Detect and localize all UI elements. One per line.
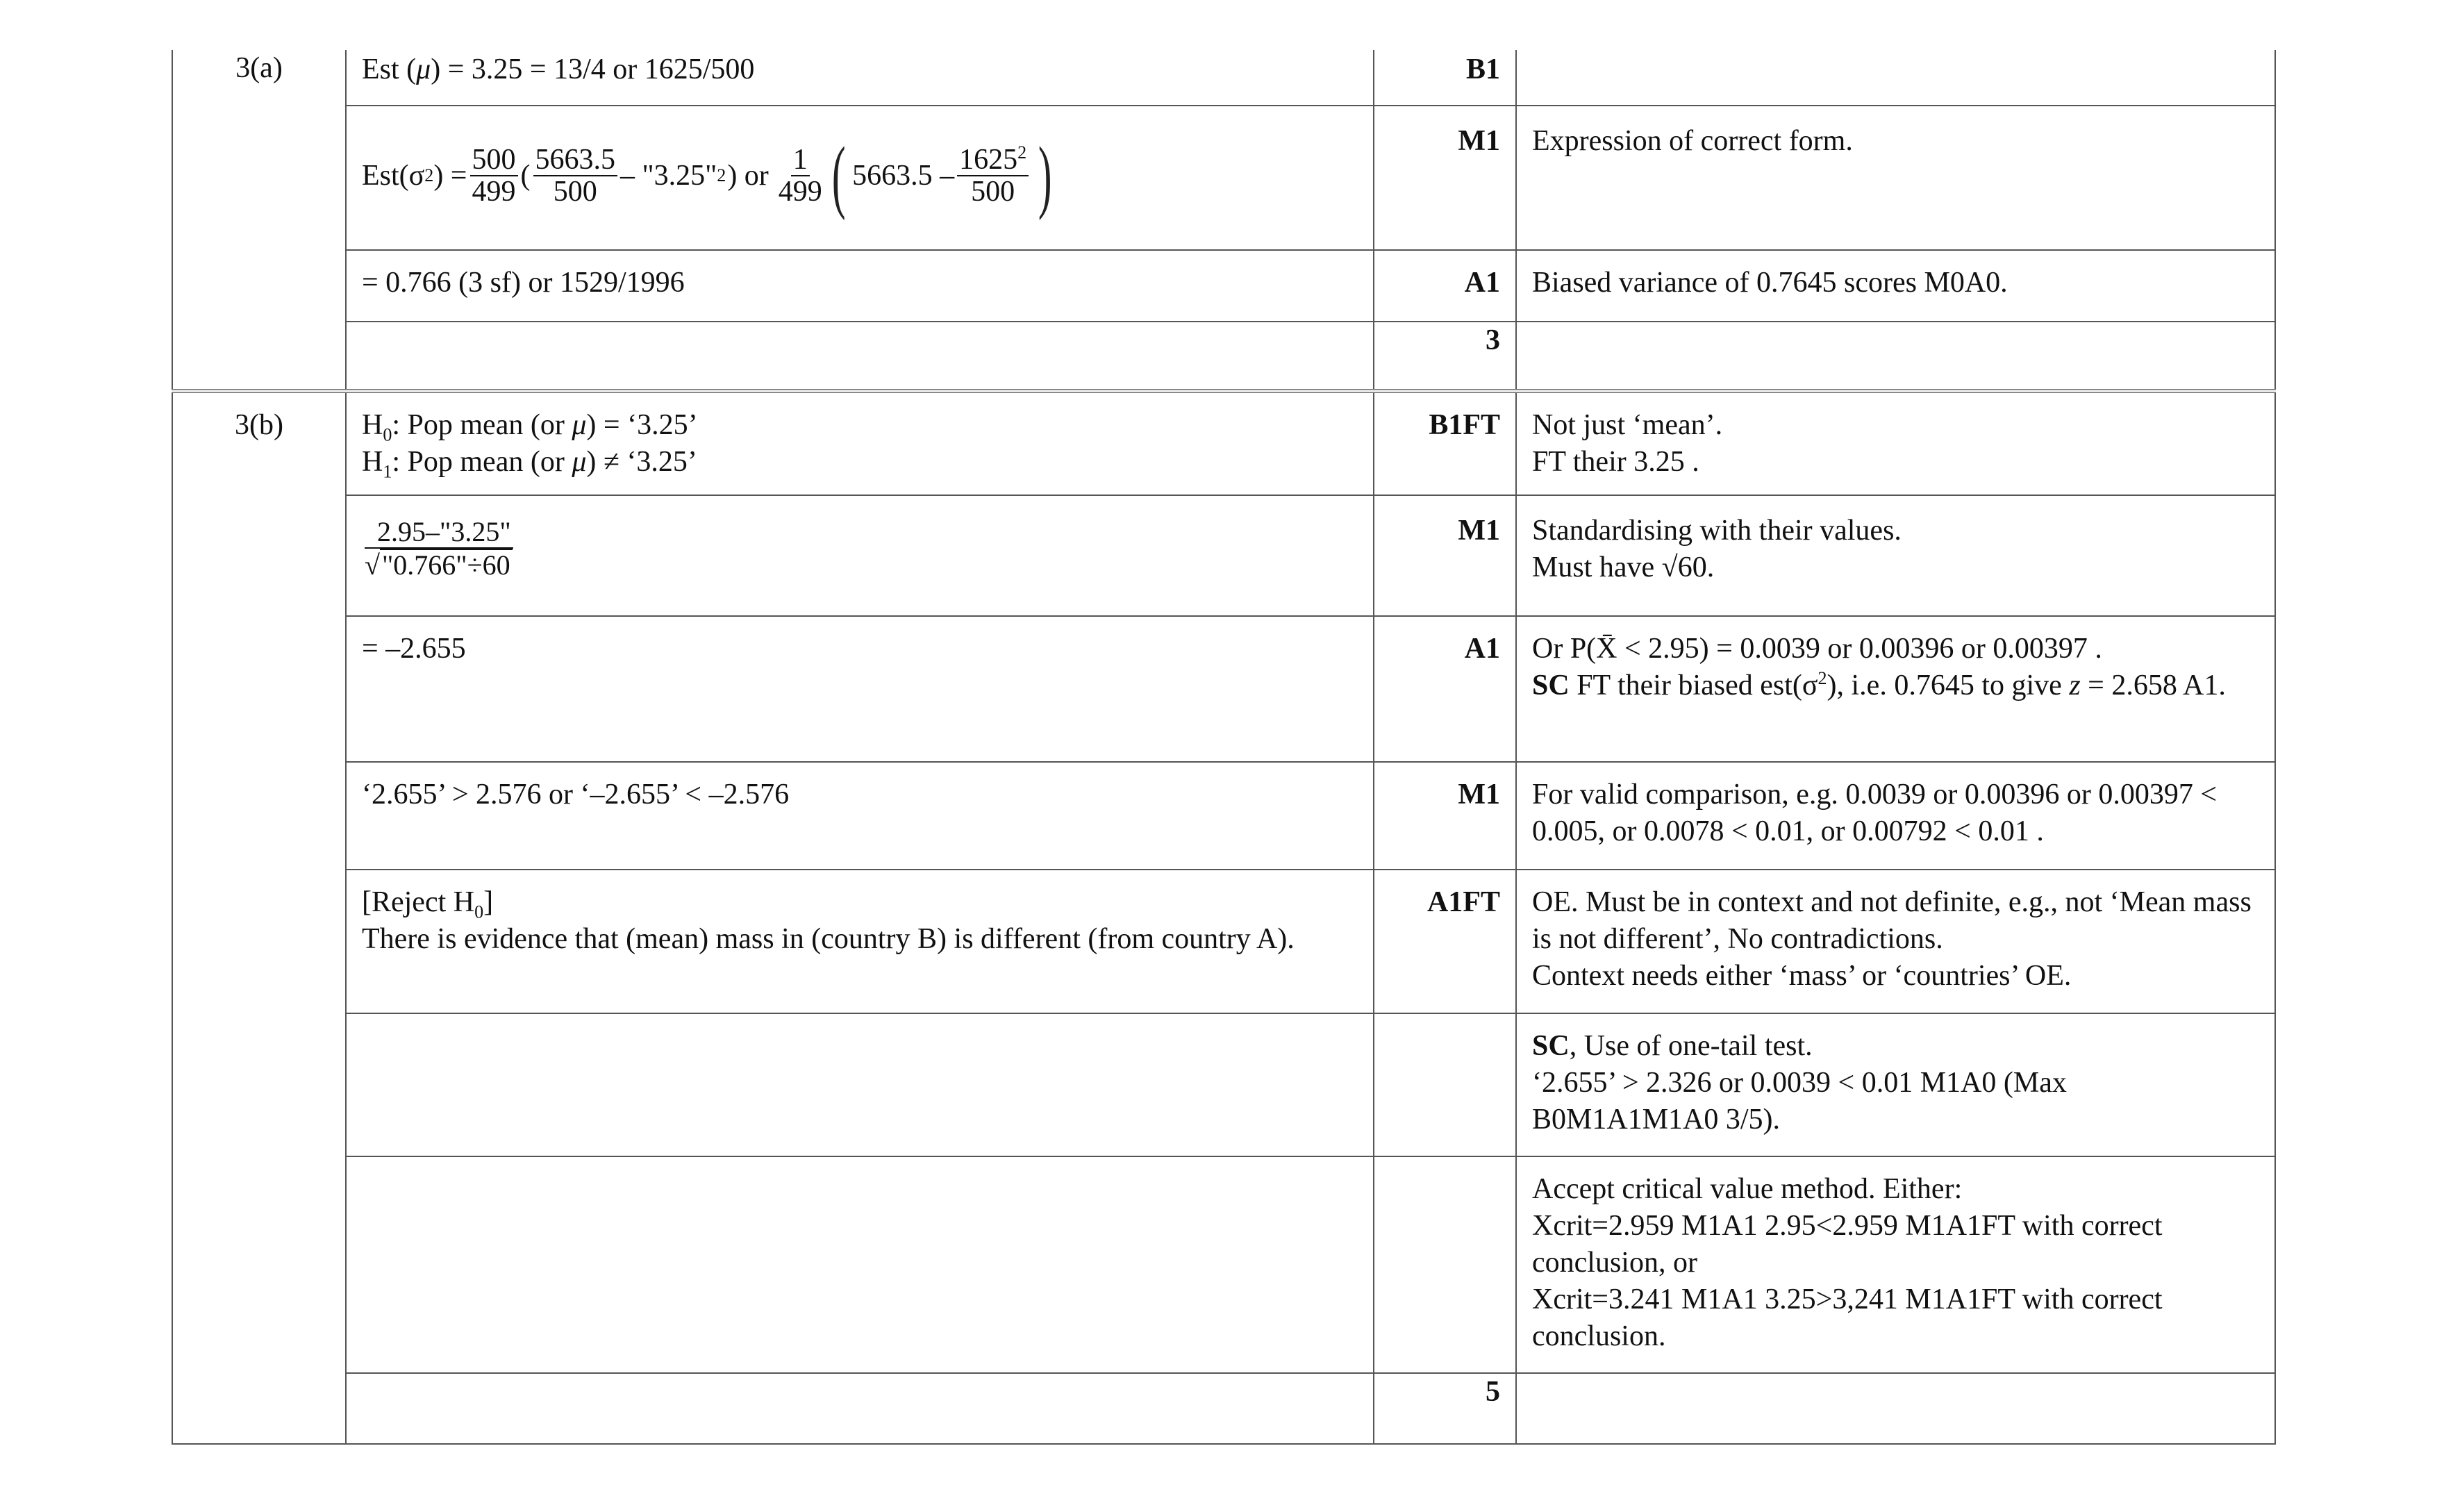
table-row [172,106,2275,250]
mark-cell: A1 [1374,616,1516,762]
table-row [172,616,2275,762]
mark-cell [1374,1013,1516,1156]
guidance-cell [1516,1373,2275,1444]
answer-cell [346,495,1374,616]
total-marks: 3 [1374,322,1516,391]
mark-cell: B1 [1374,50,1516,106]
table-row [172,50,2275,106]
table-row [172,250,2275,322]
table-row [172,495,2275,616]
mark-cell: A1 [1374,250,1516,322]
left-paren: ( [831,130,846,221]
table-row [172,1156,2275,1373]
null-hypothesis: $H_0$: Pop mean (or μ) = ‘3.25’ [362,409,698,445]
mark-cell: M1 [1374,495,1516,616]
table-row [172,322,2275,391]
table-row [172,1013,2275,1156]
answer-cell: = –2.655 [346,616,1374,762]
mark-cell [1374,1156,1516,1373]
mark-cell: A1FT [1374,870,1516,1013]
guidance-cell: Biased variance of 0.7645 scores M0A0. [1516,250,2275,322]
table-row [172,762,2275,870]
question-number: 3(a) [172,50,346,391]
answer-cell: [Reject $H_0$] There is evidence that (mean) mass in (country B) is different (from country A). [346,870,1374,1013]
guidance-cell: Not just ‘mean’. FT their 3.25 . [1516,391,2275,495]
answer-cell: ‘2.655’ > 2.576 or ‘–2.655’ < –2.576 [346,762,1374,870]
table-row [172,391,2275,495]
answer-cell [346,106,1374,250]
z-fraction: $\frac{2.95-"3.25"}{√"0.766"\div 60}$ [365,517,513,581]
alt-hypothesis: $H_1$: Pop mean (or μ) ≠ ‘3.25’ [362,446,697,482]
variance-expression: Est(σ 2 ) = $\frac{500}{499}$ ( $\frac{5663.5}{500}$ – "3.25" 2 ) or $\frac{1}{499}$ ( 5663.5 – $\frac{1625^2}{500}$ ) [362,130,1052,221]
guidance-cell: Accept critical value method. Either: Xcrit=2.959 M1A1 2.95<2.959 M1A1FT with correct conclusion, or Xcrit=3.241 M1A1 3.25>3,241 M1A1FT with correct conclusion. [1516,1156,2275,1373]
guidance-cell [1516,322,2275,391]
guidance-cell: Or P(X̄ < 2.95) = 0.0039 or 0.00396 or 0.00397 . SC FT their biased $est(\sigma^2)$, i.e. 0.7645 to give z = 2.658 A1. [1516,616,2275,762]
guidance-cell: Expression of correct form. [1516,106,2275,250]
guidance-cell: Standardising with their values. Must have √60. [1516,495,2275,616]
fraction: $\frac{1625^2}{500}$ [957,144,1029,207]
fraction: $\frac{5663.5}{500}$ [533,144,618,207]
guidance-cell [1516,50,2275,106]
answer-cell [346,1156,1374,1373]
mark-cell: M1 [1374,762,1516,870]
question-number: 3(b) [172,391,346,1444]
table-row [172,1373,2275,1444]
fraction: $\frac{500}{499}$ [470,144,518,207]
mark-cell: B1FT [1374,391,1516,495]
answer-cell: = 0.766 (3 sf) or 1529/1996 [346,250,1374,322]
mark-cell: M1 [1374,106,1516,250]
guidance-cell: For valid comparison, e.g. 0.0039 or 0.00396 or 0.00397 < 0.005, or 0.0078 < 0.01, or 0.00792 < 0.01 . [1516,762,2275,870]
answer-cell: Est (μ) = 3.25 = 13/4 or 1625/500 [346,50,1374,106]
guidance-cell: OE. Must be in context and not definite, e.g., not ‘Mean mass is not different’, No contradictions. Context needs either ‘mass’ or ‘countries’ OE. [1516,870,2275,1013]
fraction: $\frac{1}{499}$ [778,144,822,208]
guidance-cell: SC, Use of one-tail test. ‘2.655’ > 2.326 or 0.0039 < 0.01 M1A0 (Max B0M1A1M1A0 3/5). [1516,1013,2275,1156]
answer-cell [346,391,1374,495]
answer-cell [346,1013,1374,1156]
mark-scheme-table [172,50,2276,1445]
answer-cell [346,322,1374,391]
table-row [172,870,2275,1013]
total-marks: 5 [1374,1373,1516,1444]
answer-cell [346,1373,1374,1444]
right-paren: ) [1038,130,1052,221]
